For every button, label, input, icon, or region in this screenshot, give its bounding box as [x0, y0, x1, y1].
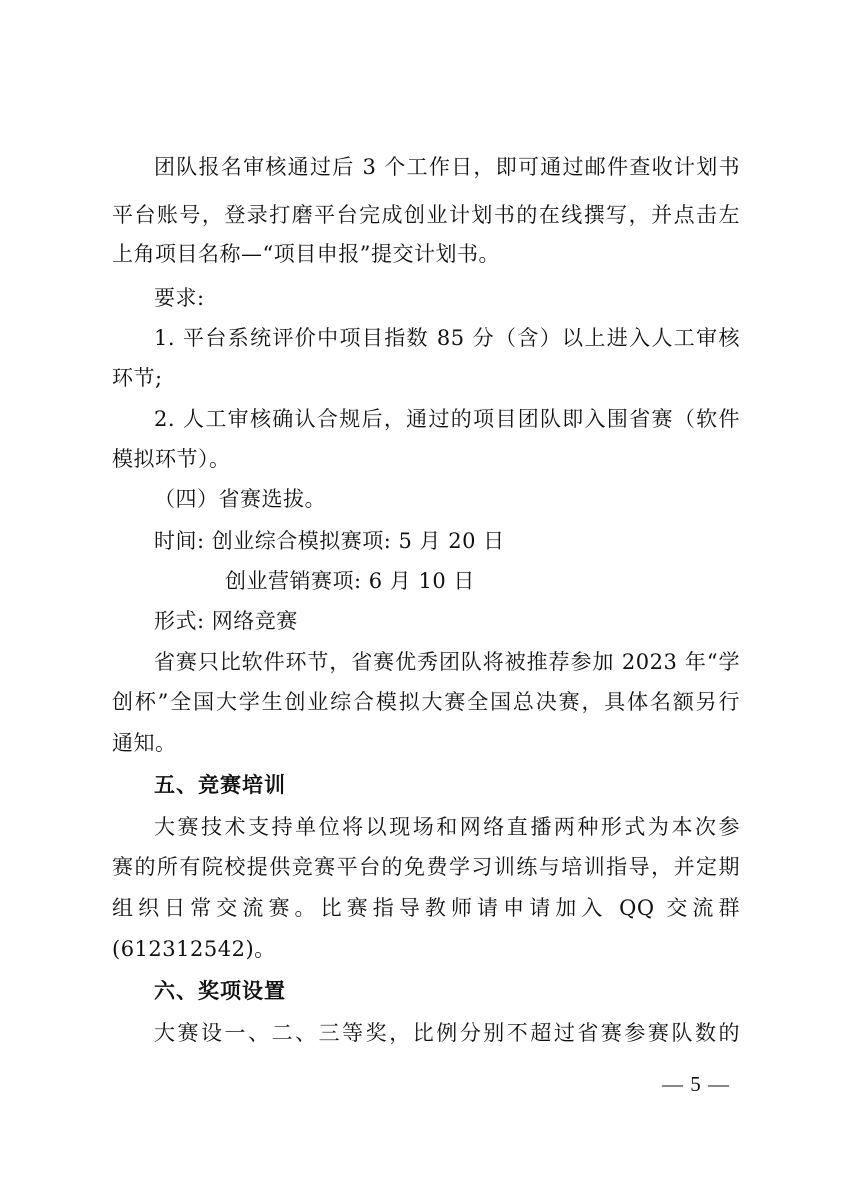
- section-5-heading: 五、竞赛培训: [154, 773, 286, 797]
- para-award-line-1: 大赛设一、二、三等奖，比例分别不超过省赛参赛队数的: [154, 1021, 740, 1045]
- requirement-1-line-1: 1. 平台系统评价中项目指数 85 分（含）以上进入人工审核: [154, 326, 740, 350]
- para-training-line-1: 大赛技术支持单位将以现场和网络直播两种形式为本次参: [154, 815, 740, 839]
- section-6-heading: 六、奖项设置: [154, 979, 286, 1003]
- requirement-2-line-1: 2. 人工审核确认合规后，通过的项目团队即入围省赛（软件: [154, 407, 740, 431]
- para-registration-line-3: 上角项目名称—“项目申报”提交计划书。: [112, 242, 500, 266]
- para-training-line-3: 组织日常交流赛。比赛指导教师请申请加入 QQ 交流群: [112, 896, 740, 920]
- para-training-line-4: (612312542)。: [112, 937, 276, 961]
- requirement-2-line-2: 模拟环节）。: [112, 447, 231, 471]
- para-final-line-3: 通知。: [112, 731, 177, 755]
- para-registration-line-1: 团队报名审核通过后 3 个工作日，即可通过邮件查收计划书: [154, 155, 740, 179]
- schedule-time-1: 时间: 创业综合模拟赛项: 5 月 20 日: [154, 529, 505, 553]
- para-final-line-1: 省赛只比软件环节，省赛优秀团队将被推荐参加 2023 年“学: [154, 650, 740, 674]
- page-number: — 5 —: [662, 1072, 730, 1096]
- requirement-1-line-2: 环节;: [112, 366, 163, 390]
- para-registration-line-2: 平台账号，登录打磨平台完成创业计划书的在线撰写，并点击左: [112, 203, 740, 227]
- para-training-line-2: 赛的所有院校提供竞赛平台的免费学习训练与培训指导，并定期: [112, 855, 740, 879]
- para-final-line-2: 创杯”全国大学生创业综合模拟大赛全国总决赛，具体名额另行: [112, 690, 740, 714]
- section-4-heading: （四）省赛选拔。: [154, 487, 326, 511]
- schedule-time-2: 创业营销赛项: 6 月 10 日: [225, 569, 475, 593]
- competition-form: 形式: 网络竞赛: [154, 609, 298, 633]
- requirements-label: 要求:: [154, 286, 205, 310]
